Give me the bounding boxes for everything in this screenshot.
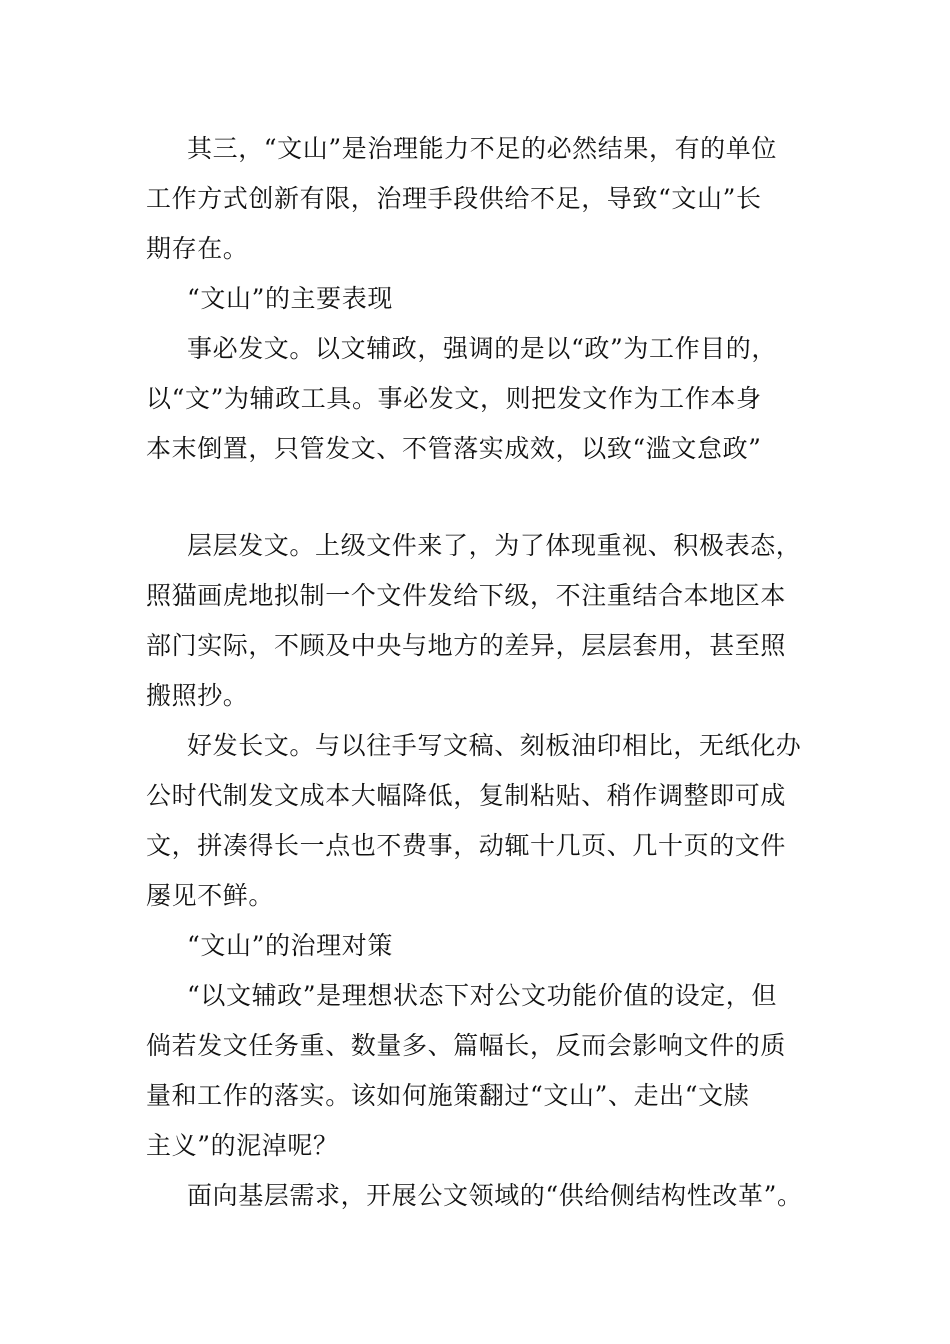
paragraph-3-line-3: 部门实际，不顾及中央与地方的差异，层层套用，甚至照 — [146, 631, 787, 660]
paragraph-6-line-1: 面向基层需求，开展公文领域的“供给侧结构性改革”。 — [187, 1181, 803, 1210]
paragraph-5-line-4: 主义”的泥淖呢？ — [146, 1131, 339, 1160]
paragraph-2-line-2: 以“文”为辅政工具。事必发文，则把发文作为工作本身 — [146, 384, 762, 413]
paragraph-4-line-2: 公时代制发文成本大幅降低，复制粘贴、稍作调整即可成 — [146, 781, 787, 810]
paragraph-5-line-3: 量和工作的落实。该如何施策翻过“文山”、走出“文牍 — [146, 1081, 750, 1110]
paragraph-5-line-2: 倘若发文任务重、数量多、篇幅长，反而会影响文件的质 — [146, 1031, 787, 1060]
paragraph-3-line-1: 层层发文。上级文件来了，为了体现重视、积极表态， — [187, 531, 802, 560]
paragraph-1-line-2: 工作方式创新有限，治理手段供给不足，导致“文山”长 — [146, 184, 762, 213]
paragraph-1-line-3: 期存在。 — [146, 234, 249, 263]
paragraph-4-line-3: 文，拼凑得长一点也不费事，动辄十几页、几十页的文件 — [146, 831, 787, 860]
paragraph-2-line-3: 本末倒置，只管发文、不管落实成效，以致“滥文怠政” — [146, 434, 762, 463]
section-heading-main-manifestations: “文山”的主要表现 — [187, 284, 393, 313]
paragraph-2-line-1: 事必发文。以文辅政，强调的是以“政”为工作目的， — [187, 334, 777, 363]
paragraph-1-line-1: 其三，“文山”是治理能力不足的必然结果，有的单位 — [187, 134, 777, 163]
paragraph-3-line-2: 照猫画虎地拟制一个文件发给下级，不注重结合本地区本 — [146, 581, 787, 610]
section-heading-governance-countermeasures: “文山”的治理对策 — [187, 931, 393, 960]
paragraph-4-line-4: 屡见不鲜。 — [146, 881, 275, 910]
paragraph-3-line-4: 搬照抄。 — [146, 681, 249, 710]
paragraph-5-line-1: “以文辅政”是理想状态下对公文功能价值的设定，但 — [187, 981, 777, 1010]
paragraph-4-line-1: 好发长文。与以往手写文稿、刻板油印相比，无纸化办 — [187, 731, 802, 760]
